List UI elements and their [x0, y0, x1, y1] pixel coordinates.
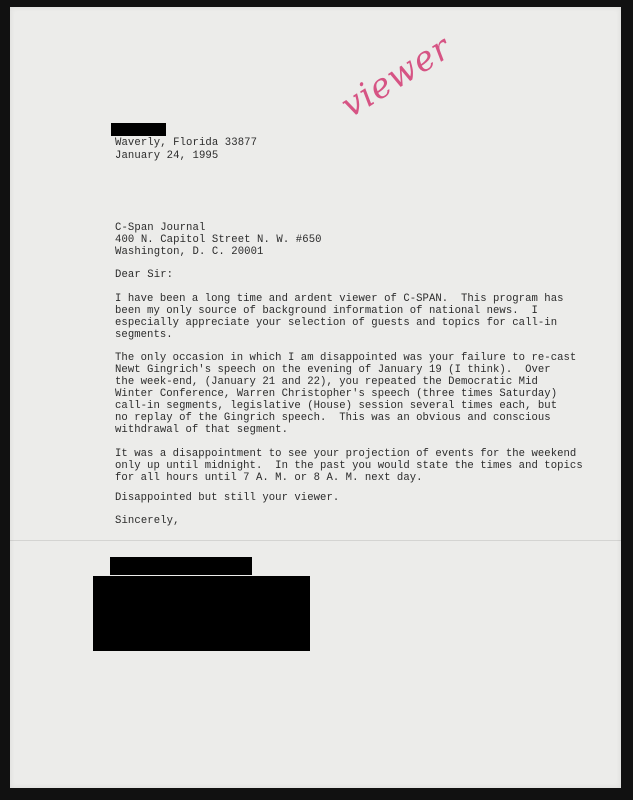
redaction-signature-block	[93, 576, 310, 651]
paragraph-line: Winter Conference, Warren Christopher's speech (three times Saturday)	[115, 388, 558, 400]
salutation: Dear Sir:	[115, 269, 174, 281]
paragraph-line: segments.	[115, 329, 173, 341]
paragraph-line: the week-end, (January 21 and 22), you repeated the Democratic Mid	[115, 376, 538, 388]
handwritten-annotation: viewer	[334, 27, 459, 126]
page-fold-line	[10, 540, 621, 541]
redaction-signature-name	[110, 557, 252, 575]
paragraph-4	[115, 492, 595, 504]
letter-date: January 24, 1995	[115, 150, 219, 162]
paragraph-line: It was a disappointment to see your projection of events for the weekend	[115, 448, 577, 460]
recipient-line-1: C-Span Journal	[115, 222, 206, 234]
paragraph-1	[115, 293, 595, 341]
paragraph-line: only up until midnight. In the past you would state the times and topics	[115, 460, 583, 472]
sender-city-line: Waverly, Florida 33877	[115, 137, 258, 149]
paragraph-line: Newt Gingrich's speech on the evening of January 19 (I think). Over	[115, 364, 551, 376]
paragraph-line: withdrawal of that segment.	[115, 424, 288, 436]
paragraph-line: I have been a long time and ardent viewer of C-SPAN. This program has	[115, 293, 564, 305]
recipient-line-2: 400 N. Capitol Street N. W. #650	[115, 234, 322, 246]
paragraph-line: for all hours until 7 A. M. or 8 A. M. next day.	[115, 472, 423, 484]
paragraph-2	[115, 352, 595, 436]
paragraph-line: Disappointed but still your viewer.	[115, 492, 340, 504]
paragraph-line: no replay of the Gingrich speech. This was an obvious and conscious	[115, 412, 551, 424]
paragraph-line: The only occasion in which I am disappointed was your failure to re-cast	[115, 352, 577, 364]
paragraph-line: call-in segments, legislative (House) session several times each, but	[115, 400, 558, 412]
paragraph-line: especially appreciate your selection of guests and topics for call-in	[115, 317, 558, 329]
redaction-sender-name	[111, 123, 166, 136]
recipient-line-3: Washington, D. C. 20001	[115, 246, 264, 258]
paragraph-line: been my only source of background information of national news. I	[115, 305, 538, 317]
paragraph-3	[115, 448, 595, 484]
closing: Sincerely,	[115, 515, 180, 527]
